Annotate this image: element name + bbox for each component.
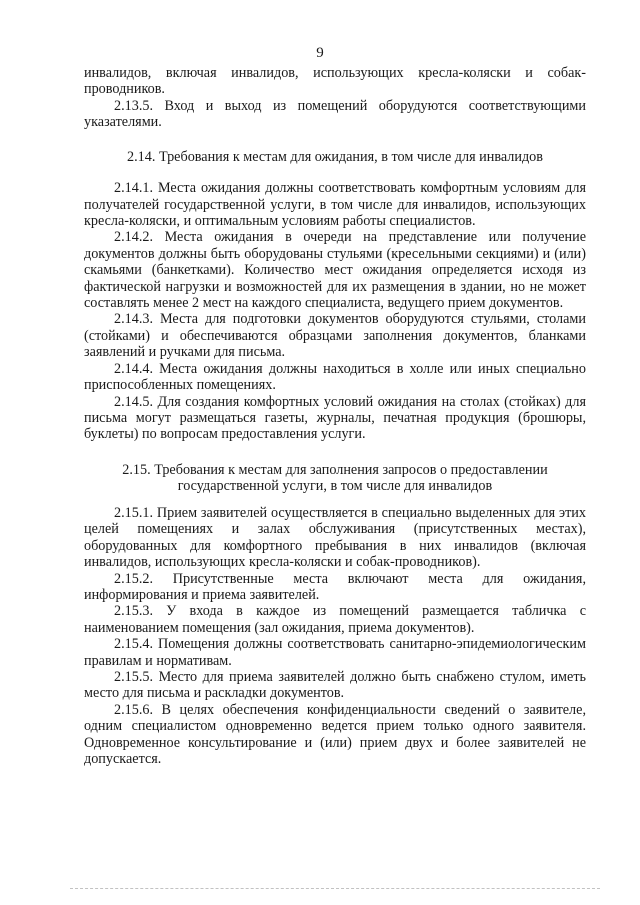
paragraph-2-13-5: 2.13.5. Вход и выход из помещений оборудуются соответствующими указателями. xyxy=(84,97,586,131)
paragraph-2-15-5: 2.15.5. Место для приема заявителей должно быть снабжено стулом, иметь место для письма и раскладки документов. xyxy=(84,668,586,702)
continued-paragraph: инвалидов, включая инвалидов, использующих кресла-коляски и собак-проводников. xyxy=(84,65,586,98)
document-body xyxy=(84,65,586,767)
page-number: 9 xyxy=(316,45,324,61)
paragraph-2-15-1: 2.15.1. Прием заявителей осуществляется в специально выделенных для этих целей помещениях и залах обслуживания (присутственных местах), оборудованных для комфортного пребывания в них инвалидов (включая инвалидов, использующих кресла-коляски и собак-проводников). xyxy=(84,504,586,571)
paragraph-2-15-3: 2.15.3. У входа в каждое из помещений размещается табличка с наименованием помещения (зал ожидания, приема документов). xyxy=(84,603,586,636)
heading-2-15-line1: 2.15. Требования к местам для заполнения запросов о предоставлении xyxy=(122,461,548,478)
paragraph-2-14-5: 2.14.5. Для создания комфортных условий ожидания на столах (стойках) для письма могут размещаться газеты, журналы, печатная продукция (брошюры, буклеты) по вопросам предоставления услуги. xyxy=(84,393,586,443)
paragraph-2-15-4: 2.15.4. Помещения должны соответствовать санитарно-эпидемиологическим правилам и нормативам. xyxy=(84,636,586,669)
paragraph-2-15-2: 2.15.2. Присутственные места включают места для ожидания, информирования и приема заявителей. xyxy=(84,570,586,603)
paragraph-2-14-4: 2.14.4. Места ожидания должны находиться в холле или иных специально приспособленных помещениях. xyxy=(84,360,586,394)
paragraph-2-14-3: 2.14.3. Места для подготовки документов оборудуются стульями, столами (стойками) и обеспечиваются образцами заполнения документов, бланками заявлений и ручками для письма. xyxy=(84,311,586,361)
paragraph-2-14-1: 2.14.1. Места ожидания должны соответствовать комфортным условиям для получателей государственной услуги, в том числе для инвалидов, использующих кресла-коляски, и оптимальным условиям работы специалистов. xyxy=(84,180,586,230)
scan-bottom-edge xyxy=(70,888,600,889)
paragraph-2-15-6: 2.15.6. В целях обеспечения конфиденциальности сведений о заявителе, одним специалистом одновременно ведется прием только одного заявителя. Одновременное консультирование и (или) прием двух и более заявителей не допускается. xyxy=(84,701,586,767)
heading-2-15-line2: государственной услуги, в том числе для инвалидов xyxy=(177,478,493,495)
paragraph-2-14-2: 2.14.2. Места ожидания в очереди на представление или получение документов должны быть оборудованы стульями (кресельными секциями) и (или) скамьями (банкетками). Количество мест ожидания определяется исходя из фактической нагрузки и возможностей для их размещения в здании, но не может составлять менее 2 мест на каждого специалиста, ведущего прием документов. xyxy=(84,229,586,312)
heading-2-14: 2.14. Требования к местам для ожидания, в том числе для инвалидов xyxy=(127,148,543,165)
